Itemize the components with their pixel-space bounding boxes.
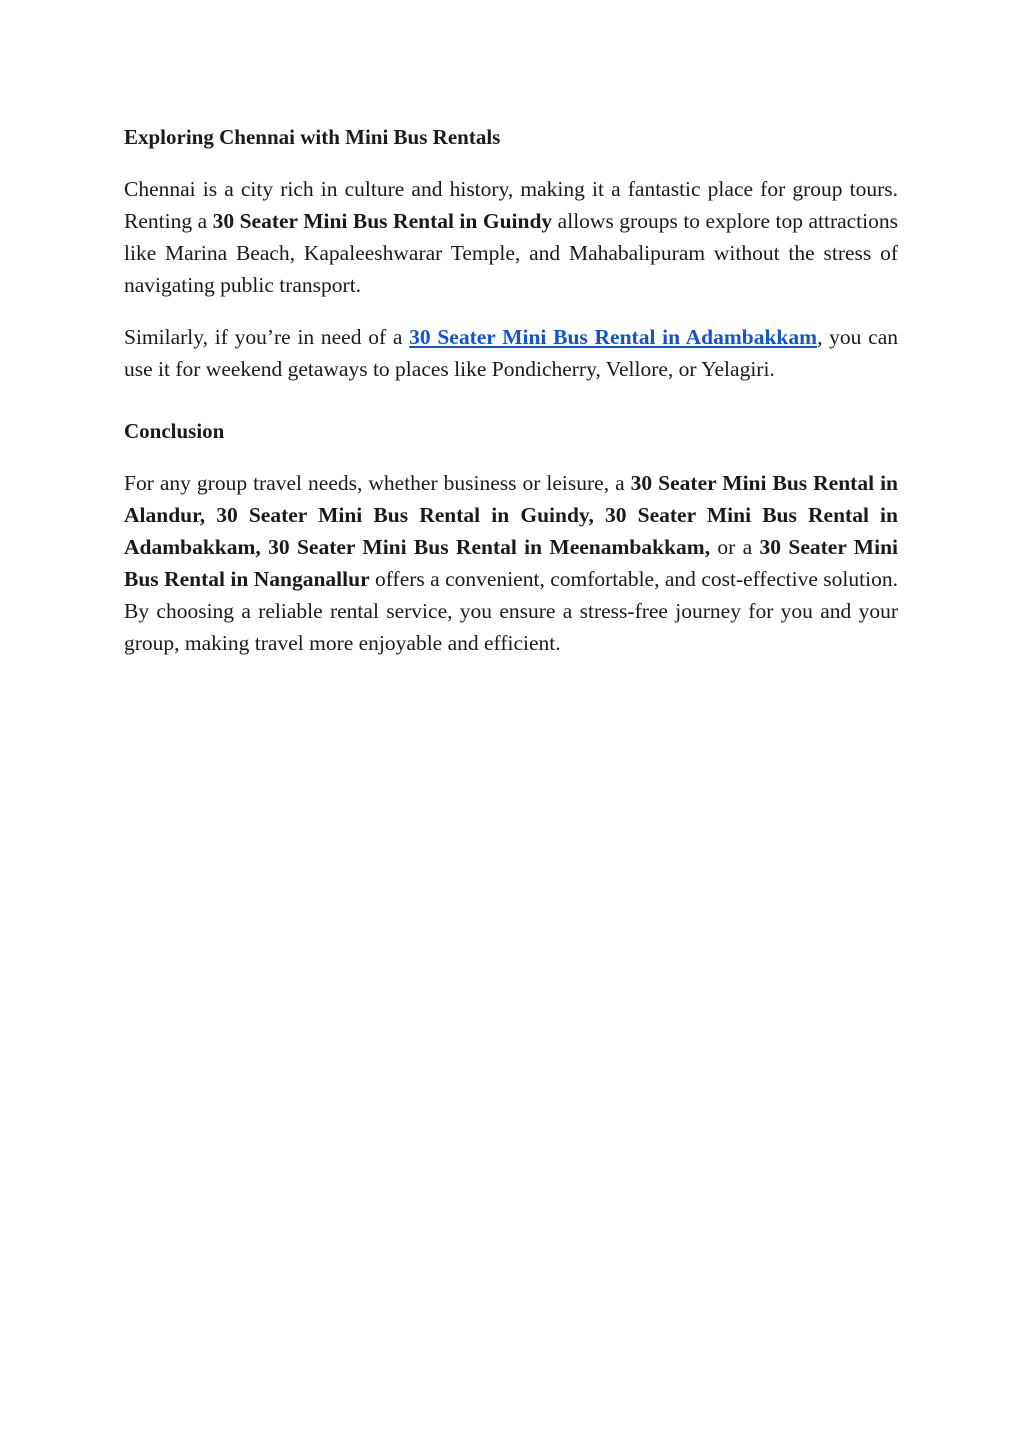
paragraph-conclusion [124, 467, 898, 659]
keyword-list: 30 Seater Mini Bus Rental in Alandur, 30 Seater Mini Bus Rental in Guindy, 30 Seater Mini Bus Rental in Adambakkam, 30 Seater Mini Bus Rental in Meenambakkam, [124, 471, 898, 559]
paragraph-text: For any group travel needs, whether business or leisure, a [124, 471, 631, 495]
section-heading-exploring: Exploring Chennai with Mini Bus Rentals [124, 125, 501, 149]
paragraph-text: or a [710, 535, 760, 559]
keyword-guindy: 30 Seater Mini Bus Rental in Guindy [212, 209, 553, 233]
document-page [124, 121, 898, 659]
paragraph-text: allows groups to explore top attractions like Marina Beach, Kapaleeshwarar Temple, and Mahabalipuram without the stress of navigating public transport. [124, 209, 899, 297]
section-heading-conclusion: Conclusion [124, 419, 225, 443]
paragraph-similarly [124, 321, 898, 385]
paragraph-text: Chennai is a city rich in culture and history, making it a fantastic place for group tours. Renting a [124, 177, 898, 233]
paragraph-text: Similarly, if you’re in need of a [124, 325, 410, 349]
link-adambakkam[interactable]: 30 Seater Mini Bus Rental in Adambakkam [409, 325, 818, 349]
paragraph-intro [124, 173, 898, 301]
paragraph-text: offers a convenient, comfortable, and cost-effective solution. By choosing a reliable rental service, you ensure a stress-free journey for you and your group, making travel more enjoyable and efficient. [124, 567, 898, 655]
keyword-nanganallur: 30 Seater Mini Bus Rental in Nanganallur [124, 535, 898, 591]
paragraph-text: , you can use it for weekend getaways to places like Pondicherry, Vellore, or Yelagiri. [124, 325, 898, 381]
